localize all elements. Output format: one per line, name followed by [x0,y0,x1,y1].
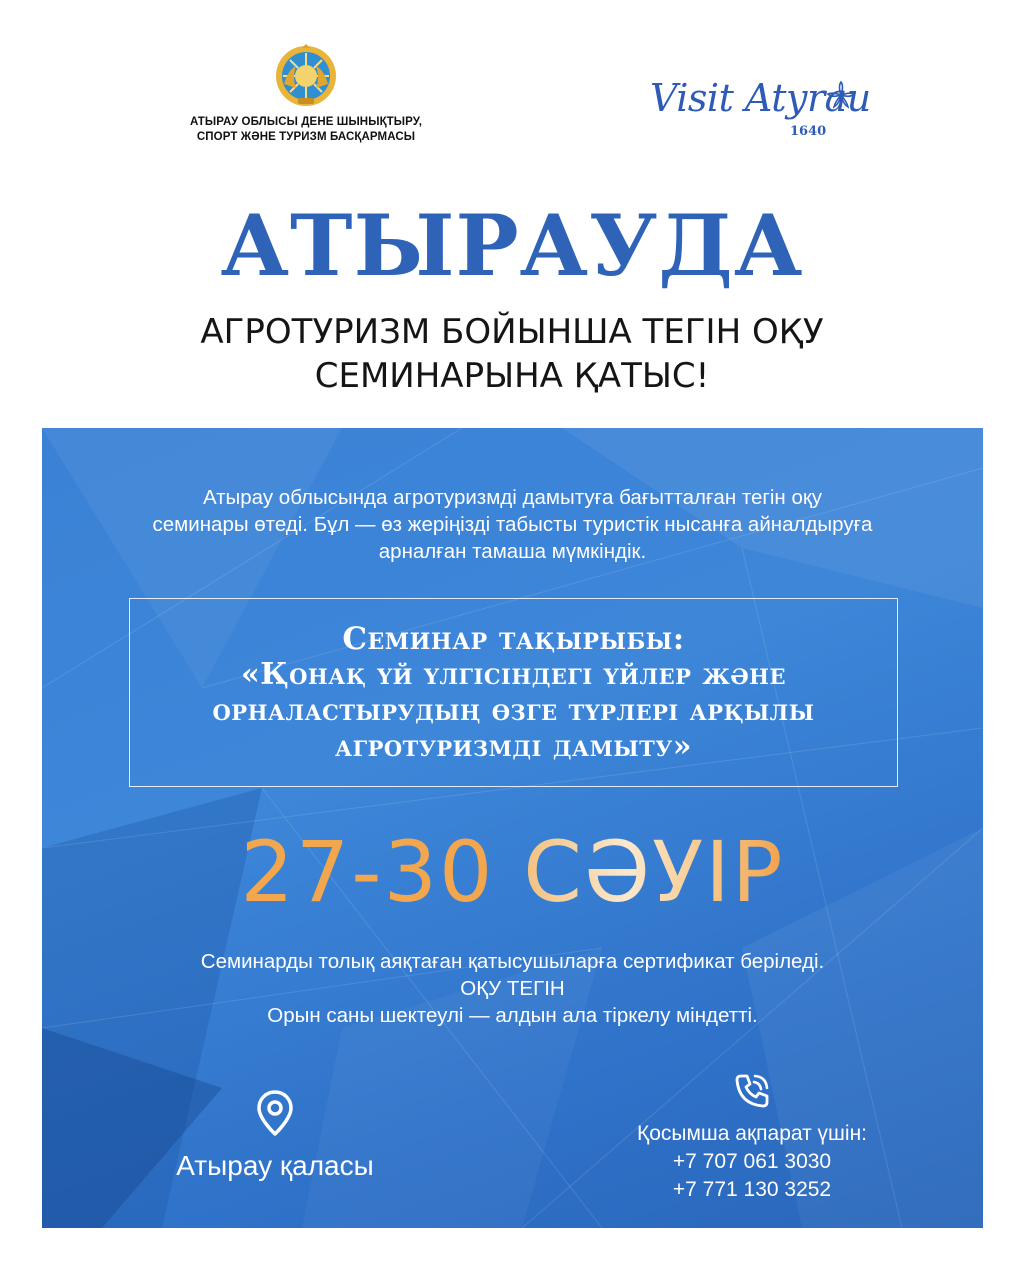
location-text: Атырау қаласы [176,1150,374,1181]
info-panel [42,428,983,1228]
intro-line: семинары өтеді. Бұл — өз жеріңізді табысты туристік нысанға айналдыруға [152,513,873,536]
info-line: Орын саны шектеулі — алдын ала тіркелу міндетті. [267,1004,758,1027]
organization-name [150,115,462,145]
seminar-topic-box [129,598,898,787]
flower-icon [826,80,856,110]
contact-label: Қосымша ақпарат үшін: [636,1122,867,1145]
date-month: СӘУІР [523,823,785,921]
intro-line: арналған тамаша мүмкіндік. [378,540,647,563]
logo-text: Visit Atyrau [650,76,871,120]
kazakhstan-emblem-icon [274,44,338,108]
topic-line: агротуризмді дамыту» [335,728,692,764]
phone-number[interactable]: +7 707 061 3030 [672,1150,832,1173]
subtitle [100,310,924,398]
subtitle-line: АГРОТУРИЗМ БОЙЫНША ТЕГІН ОҚУ [200,312,824,352]
intro-text [82,484,943,565]
organization-line: АТЫРАУ ОБЛЫСЫ ДЕНЕ ШЫНЫҚТЫРУ, [189,116,423,128]
topic-line: «Қонақ үй үлгісіндегі үйлер және [240,656,787,692]
event-date [42,822,983,922]
info-line: Семинарды толық аяқтаған қатысушыларға сертификат беріледі. [200,950,825,973]
organization-line: СПОРТ ЖӘНЕ ТУРИЗМ БАСҚАРМАСЫ [196,131,416,143]
logo-year: 1640 [790,124,827,139]
info-line: ОҚУ ТЕГІН [460,977,565,1000]
subtitle-line: СЕМИНАРЫНА ҚАТЫС! [314,356,710,396]
topic-line: орналастырудың өзге түрлері арқылы [212,692,815,728]
contact-info [582,1120,922,1204]
intro-line: Атырау облысында агротуризмді дамытуға бағытталған тегін оқу [202,486,823,509]
location-pin-icon [256,1090,294,1136]
info-text [82,948,943,1029]
visit-atyrau-logo [650,70,871,152]
phone-number[interactable]: +7 771 130 3252 [672,1178,832,1201]
topic-heading: Семинар тақырыбы: [342,620,685,657]
phone-icon [733,1072,771,1110]
main-title: АТЫРАУДА [220,196,804,295]
date-numbers: 27-30 [240,823,495,921]
